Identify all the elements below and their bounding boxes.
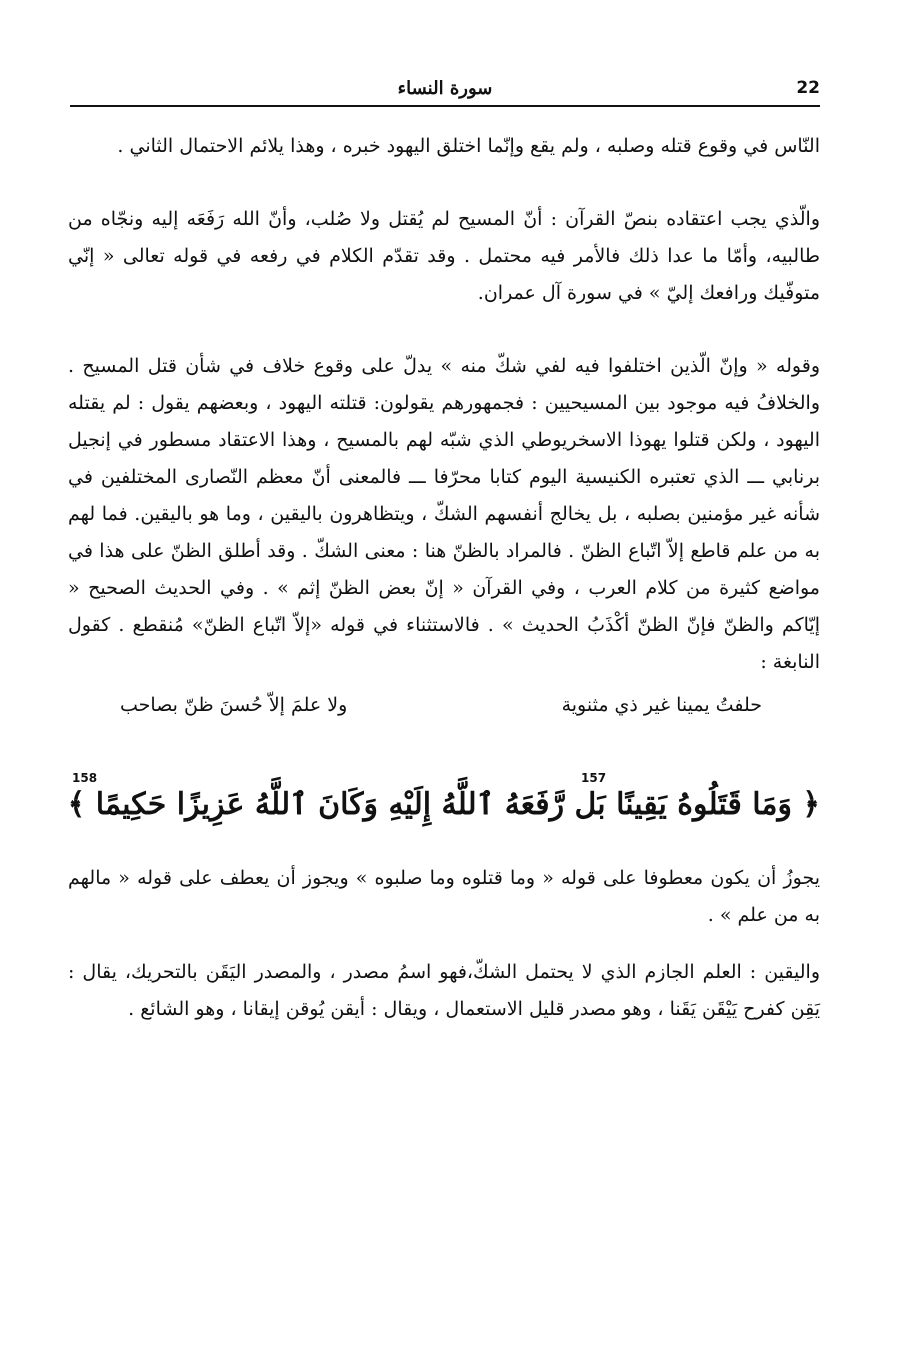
- paragraph-2: والّذي يجب اعتقاده بنصّ القرآن : أنّ المسيح لم يُقتل ولا صُلب، وأنّ الله رَفَعَه إليه ونجّاه من طالبيه، وأمّا ما عدا ذلك فالأمر فيه محتمل . وقد تقدّم الكلام في رفعه في قوله تعالى « إنّي متوفّيك ورافعك إليّ » في سورة آل عمران.: [68, 208, 820, 304]
- paragraph-1: النّاس في وقوع قتله وصلبه ، ولم يقع وإنّما اختلق اليهود خبره ، وهذا يلائم الاحتمال الثاني .: [117, 135, 820, 157]
- paragraph-3: وقوله « وإنّ الّذين اختلفوا فيه لفي شكّ منه » يدلّ على وقوع خلاف في شأن قتل المسيح . والخلافُ فيه موجود بين المسيحيين : فجمهورهم يقولون: قتلته اليهود ، وبعضهم يقول : لم يقتله اليهود ، ولكن قتلوا يهوذا الاسخريوطي الذي شبّه لهم بالمسيح ، وهذا الاعتقاد مسطور في إنجيل برنابي ـــ الذي تعتبره الكنيسية اليوم كتابا محرّفا ـــ فالمعنى أنّ معظم النّصارى المختلفين في شأنه غير مؤمنين بصلبه ، بل يخالج أنفسهم الشكّ ، ويتظاهرون باليقين ، وما هو باليقين. فما لهم به من علم قاطع إلاّ اتّباع الظنّ . فالمراد بالظنّ هنا : معنى الشكّ . وقد أطلق الظنّ على هذا في مواضع كثيرة من كلام العرب ، وفي القرآن « إنّ بعض الظنّ إثم » . وفي الحديث الصحيح « إيّاكم والظنّ فإنّ الظنّ أكْذَبُ الحديث » . فالاستثناء في قوله «إلاّ اتّباع الظنّ» مُنقطع . كقول النابغة :: [68, 355, 820, 673]
- quran-verse-block: [68, 770, 820, 840]
- verse-number-157: 157: [581, 771, 607, 785]
- poetry-line: [68, 687, 820, 724]
- poem-hemistich-1: حلفتُ يمينا غير ذي مثنوية: [561, 694, 762, 716]
- page-number: 22: [796, 78, 820, 98]
- paragraph-gap: [68, 165, 820, 201]
- paragraph-4: يجوزُ أن يكون معطوفا على قوله « وما قتلوه وما صلبوه » ويجوز أن يعطف على قوله « مالهم به من علم » .: [68, 867, 820, 926]
- quran-verse: ﴿ وَمَا قَتَلُوهُ يَقِينًا بَل رَّفَعَهُ ٱللَّهُ إِلَيْهِ وَكَانَ ٱللَّهُ عَزِيزًا حَكِيمًا ﴾: [67, 787, 820, 822]
- paragraph-5: واليقين : العلم الجازم الذي لا يحتمل الشكّ،فهو اسمُ مصدر ، والمصدر اليَقَن بالتحريك، يقال : يَقِن كفرح يَيْقَن يَقَنا ، وهو مصدر قليل الاستعمال ، ويقال : أيقن يُوقن إيقانا ، وهو الشائع .: [68, 961, 820, 1020]
- poem-hemistich-2: ولا علمَ إلاّ حُسنَ ظنّ بصاحب: [120, 694, 348, 716]
- verse-number-158: 158: [72, 771, 98, 785]
- header-divider: [70, 105, 820, 107]
- running-title: سورة النساء: [397, 78, 493, 99]
- paragraph-gap: [68, 934, 820, 954]
- paragraph-gap: [68, 312, 820, 348]
- page-body: [68, 128, 820, 1028]
- page-header: [70, 78, 820, 104]
